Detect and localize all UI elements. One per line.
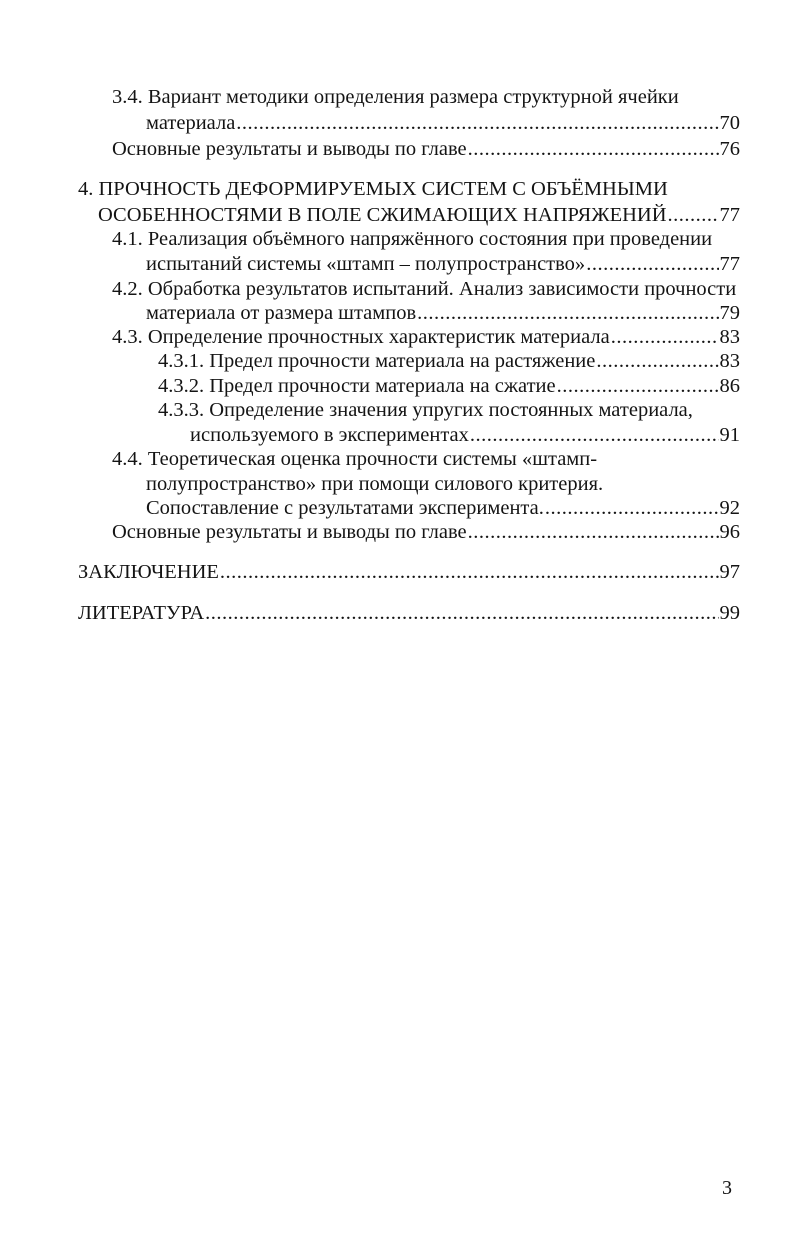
toc-entry-title: Основные результаты и выводы по главе	[112, 521, 467, 543]
toc-chapter-title: ОСОБЕННОСТЯМИ В ПОЛЕ СЖИМАЮЩИХ НАПРЯЖЕНИЙ	[98, 204, 667, 226]
toc-page-number: 99	[719, 602, 740, 624]
toc-page-number: 91	[719, 424, 740, 446]
toc-entry-title: 4.3.2. Предел прочности материала на сжатие	[158, 375, 556, 397]
dot-leader	[586, 251, 718, 277]
dot-leader	[236, 110, 718, 136]
dot-leader	[220, 559, 719, 585]
toc-entry-title: 3.4. Вариант методики определения размера структурной ячейки	[112, 86, 679, 108]
toc-entry-title: 4.4. Теоретическая оценка прочности системы «штамп-	[112, 448, 598, 470]
toc-entry-title: ЗАКЛЮЧЕНИЕ	[78, 561, 219, 583]
toc-chapter-title: 4. ПРОЧНОСТЬ ДЕФОРМИРУЕМЫХ СИСТЕМ С ОБЪЁМНЫМИ	[78, 178, 668, 200]
dot-leader	[596, 348, 718, 374]
toc-entry-title: испытаний системы «штамп – полупространство»	[146, 253, 586, 275]
dot-leader	[668, 202, 719, 228]
toc-entry-title: Сопоставление с результатами эксперимента.	[146, 497, 544, 519]
toc-entry-title: ЛИТЕРАТУРА	[78, 602, 205, 624]
toc-entry-title: 4.3. Определение прочностных характеристик материала	[112, 326, 610, 348]
dot-leader	[468, 519, 719, 545]
toc-entry-title: материала от размера штампов	[146, 302, 417, 324]
toc-page-number: 96	[719, 521, 740, 543]
toc-entry-title: Основные результаты и выводы по главе	[112, 138, 467, 160]
dot-leader	[611, 324, 719, 350]
toc-page-number: 70	[719, 112, 740, 134]
toc-page-number: 77	[719, 204, 740, 226]
toc-entry-title: 4.1. Реализация объёмного напряжённого состояния при проведении	[112, 228, 713, 250]
dot-leader	[468, 136, 719, 162]
dot-leader	[545, 495, 719, 521]
toc-entry-title: 4.3.1. Предел прочности материала на растяжение	[158, 350, 596, 372]
toc-page-number: 92	[719, 497, 740, 519]
toc-page-number: 97	[719, 561, 740, 583]
toc-page-number: 77	[719, 253, 740, 275]
toc-page-number: 76	[719, 138, 740, 160]
toc-page-number: 83	[719, 326, 740, 348]
toc-page-number: 83	[719, 350, 740, 372]
page-number: 3	[722, 1177, 732, 1199]
toc-page-number: 79	[719, 302, 740, 324]
dot-leader	[205, 600, 718, 626]
dot-leader	[417, 300, 718, 326]
dot-leader	[470, 422, 719, 448]
toc-entry-title: материала	[146, 112, 236, 134]
toc-page-number: 86	[719, 375, 740, 397]
toc-entry-title: полупространство» при помощи силового критерия.	[146, 473, 604, 495]
toc-entry-title: 4.2. Обработка результатов испытаний. Анализ зависимости прочности	[112, 278, 737, 300]
dot-leader	[557, 373, 719, 399]
toc-entry-title: используемого в экспериментах	[190, 424, 469, 446]
toc-entry-title: 4.3.3. Определение значения упругих постоянных материала,	[158, 399, 693, 421]
